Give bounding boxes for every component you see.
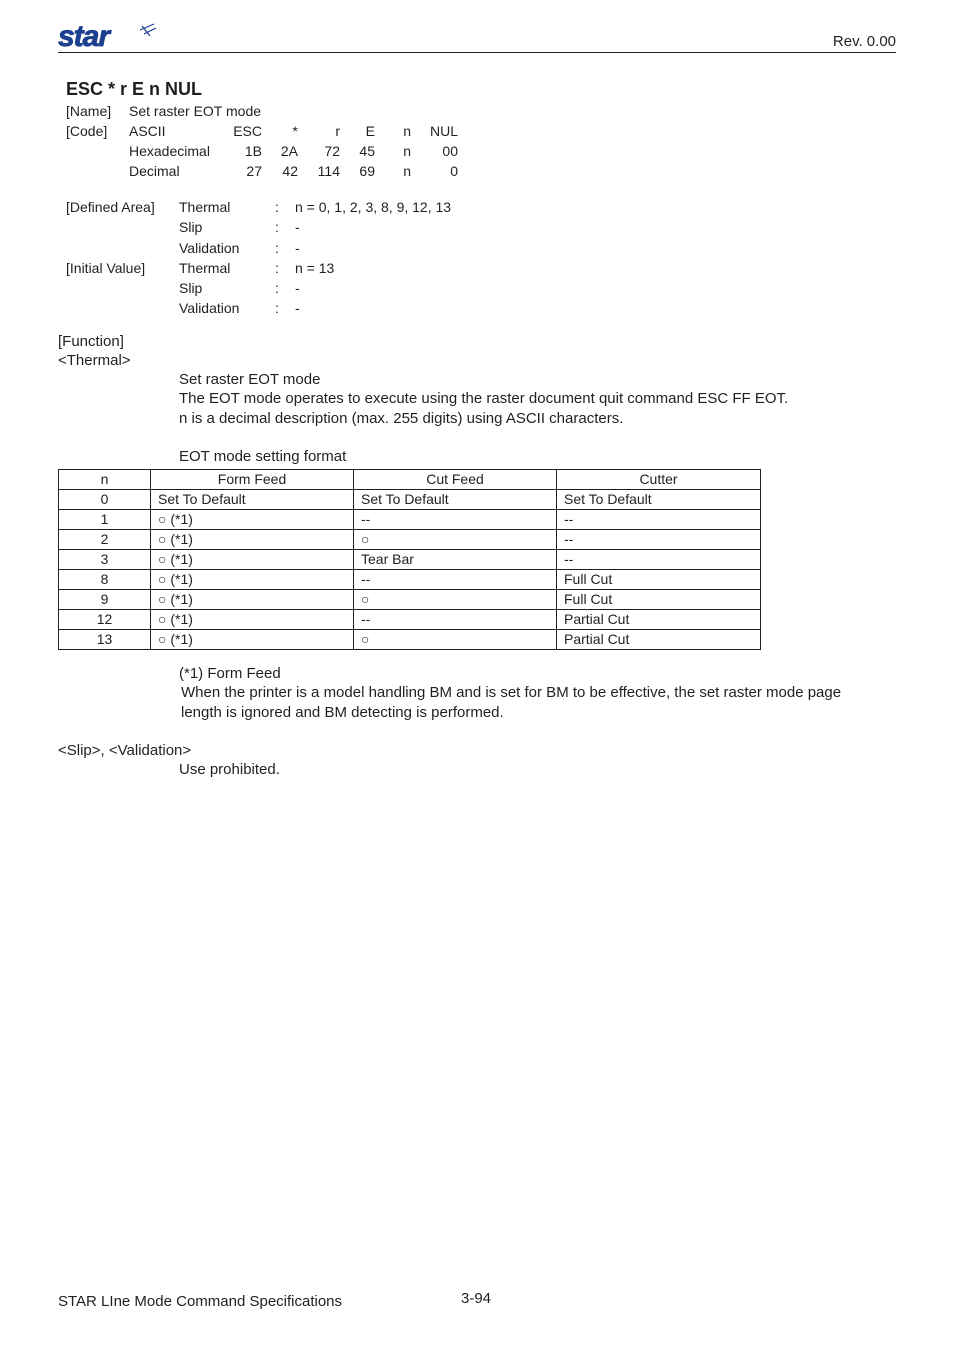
defined-area-label: [Defined Area] [66,199,155,215]
slip-validation-label: <Slip>, <Validation> [58,742,192,759]
colon: : [275,280,279,296]
code-cell: 72 [324,143,340,159]
table-row [59,630,761,650]
table-cell: 12 [59,610,151,630]
column-header-cut-feed: Cut Feed [354,470,557,490]
table-cell: Set To Default [354,490,557,510]
thermal-label: <Thermal> [58,352,131,369]
code-cell: 00 [442,143,458,159]
name-value: Set raster EOT mode [129,103,262,119]
defined-area-mode: Slip [179,219,203,235]
note-line: length is ignored and BM detecting is performed. [181,704,504,721]
function-line: Set raster EOT mode [179,371,321,388]
table-cell: 1 [59,510,151,530]
note-line: When the printer is a model handling BM and is set for BM to be effective, the set raster mode page [181,684,842,701]
table-row [59,550,761,570]
colon: : [275,260,279,276]
initial-value-value: n = 13 [295,260,335,276]
function-line: n is a decimal description (max. 255 digits) using ASCII characters. [179,410,624,427]
footer-document-title: STAR LIne Mode Command Specifications [58,1293,343,1310]
table-cell: 2 [59,530,151,550]
table-cell: -- [557,530,761,550]
eot-mode-table [58,469,761,650]
table-cell: Set To Default [557,490,761,510]
table-cell: Set To Default [151,490,354,510]
table-cell: Tear Bar [354,550,557,570]
star-logo [58,22,158,52]
code-cell: 0 [450,163,458,179]
table-row [59,570,761,590]
table-cell: ○ (*1) [151,590,354,610]
table-header-row [59,470,761,490]
defined-area-value: - [295,240,300,256]
table-cell: 0 [59,490,151,510]
table-row [59,490,761,510]
table-row [59,610,761,630]
code-cell: E [365,123,375,139]
code-row-label: ASCII [129,123,166,139]
initial-value-value: - [295,300,300,316]
code-cell: r [335,123,340,139]
code-label: [Code] [66,123,108,139]
code-cell: n [403,163,411,179]
column-header-form-feed: Form Feed [151,470,354,490]
code-cell: 45 [359,143,375,159]
table-cell: ○ [354,630,557,650]
column-header-n: n [59,470,151,490]
code-cell: NUL [429,123,458,139]
colon: : [275,199,279,215]
initial-value-mode: Validation [179,300,240,316]
code-cell: 2A [280,143,298,159]
logo-wordmark: star [58,22,110,52]
revision-label: Rev. 0.00 [832,33,896,50]
table-cell: 3 [59,550,151,570]
table-cell: ○ (*1) [151,570,354,590]
footer-page-number: 3-94 [461,1290,492,1307]
table-cell: ○ (*1) [151,510,354,530]
table-cell: Full Cut [557,590,761,610]
defined-area-value: n = 0, 1, 2, 3, 8, 9, 12, 13 [295,199,452,215]
table-cell: ○ (*1) [151,550,354,570]
code-cell: n [403,123,411,139]
code-cell: * [292,123,298,139]
code-row-label: Decimal [129,163,180,179]
code-cell: 1B [244,143,262,159]
table-cell: 13 [59,630,151,650]
table-row [59,510,761,530]
table-cell: -- [354,510,557,530]
table-cell: ○ [354,530,557,550]
table-row [59,530,761,550]
table-cell: -- [354,570,557,590]
header-divider [58,52,896,53]
colon: : [275,240,279,256]
code-cell: 114 [317,163,340,179]
table-cell: -- [354,610,557,630]
name-label: [Name] [66,103,112,119]
code-cell: 69 [359,163,375,179]
function-label: [Function] [58,333,124,350]
slip-validation-text: Use prohibited. [179,761,280,778]
colon: : [275,300,279,316]
table-cell: Full Cut [557,570,761,590]
code-row-label: Hexadecimal [129,143,210,159]
initial-value-label: [Initial Value] [66,260,146,276]
column-header-cutter: Cutter [557,470,761,490]
colon: : [275,219,279,235]
table-cell: 9 [59,590,151,610]
table-cell: Partial Cut [557,630,761,650]
code-cell: n [403,143,411,159]
table-cell: -- [557,550,761,570]
table-row [59,590,761,610]
note-title: (*1) Form Feed [179,665,281,682]
table-cell: ○ (*1) [151,530,354,550]
table-cell: Partial Cut [557,610,761,630]
code-cell: ESC [233,123,262,139]
initial-value-value: - [295,280,300,296]
command-title: ESC * r E n NUL [66,79,203,99]
code-cell: 42 [282,163,298,179]
code-cell: 27 [246,163,262,179]
table-cell: -- [557,510,761,530]
table-cell: ○ [354,590,557,610]
defined-area-mode: Thermal [179,199,231,215]
table-cell: 8 [59,570,151,590]
table-caption: EOT mode setting format [179,448,347,465]
table-cell: ○ (*1) [151,610,354,630]
defined-area-value: - [295,219,300,235]
initial-value-mode: Slip [179,280,203,296]
table-cell: ○ (*1) [151,630,354,650]
initial-value-mode: Thermal [179,260,231,276]
function-line: The EOT mode operates to execute using the raster document quit command ESC FF EOT. [179,390,789,407]
defined-area-mode: Validation [179,240,240,256]
